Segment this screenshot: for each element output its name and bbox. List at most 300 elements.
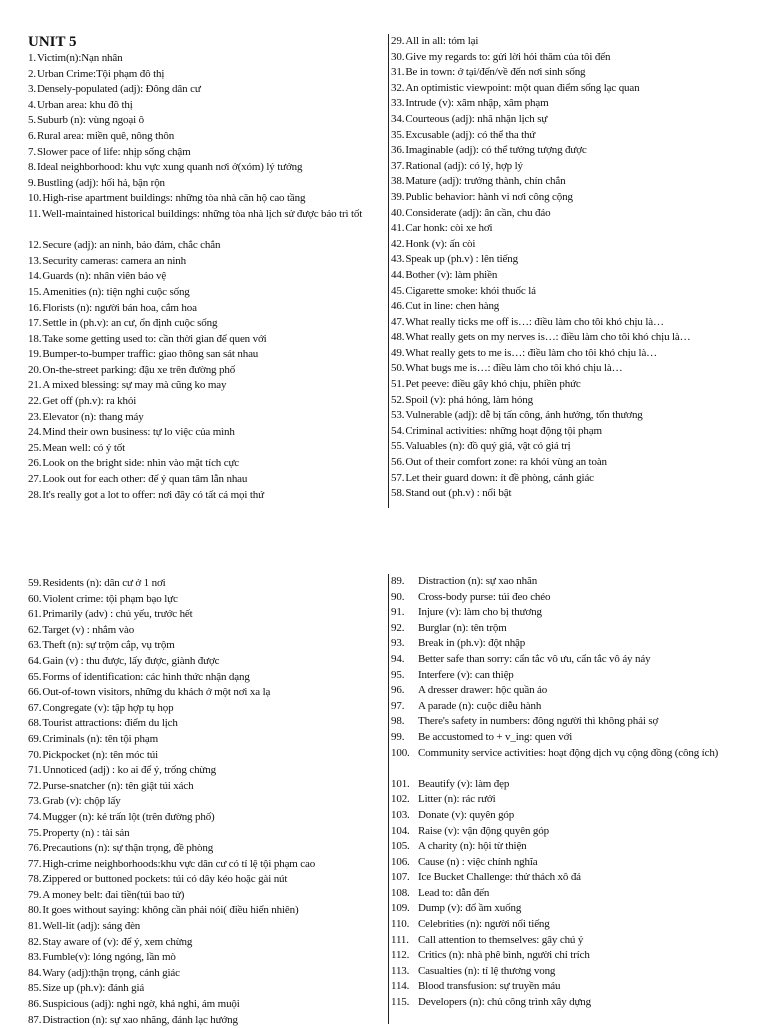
entry-number: 62. [28,623,42,636]
entry-number: 30. [391,50,405,63]
entry-number: 5. [28,114,36,127]
vocab-entry [28,301,388,317]
entry-text: Spoil (v): phá hỏng, làm hỏng [405,393,533,406]
entry-number: 34. [391,112,405,125]
vocab-entry [391,636,763,652]
entry-text: Litter (n): rác rưởi [418,793,496,806]
entry-number: 77. [28,857,42,870]
entry-text: Cause (n) : việc chính nghĩa [418,855,538,868]
vocab-entry [391,683,763,699]
entry-text: What really gets on my nerves is…: điều làm cho tôi khó chịu là… [405,331,691,344]
entry-number: 98. [391,715,405,728]
entry-text: Bother (v): làm phiền [405,268,498,281]
entry-text: Get off (ph.v): ra khỏi [42,395,137,408]
entry-text: Mature (adj): trưởng thành, chín chắn [405,175,566,188]
entry-number: 92. [391,621,405,634]
vocab-entry [391,808,763,824]
entry-text: A money belt: đai tiền(túi bao tử) [42,888,185,901]
entry-number: 4. [28,98,36,111]
vocab-entry [391,159,763,175]
vocab-entry [391,284,763,300]
entry-text: What bugs me is…: điều làm cho tôi khó chịu là… [405,362,623,375]
entry-number: 110. [391,918,410,931]
entry-number: 26. [28,457,42,470]
vocab-entry [28,410,388,426]
entry-text: Fumble(v): lóng ngóng, lần mò [42,951,176,964]
vocab-entry [391,979,763,995]
vocab-entry [28,238,388,254]
entry-text: Pet peeve: điều gây khó chịu, phiền phức [405,378,581,391]
entry-text: Blood transfusion: sự truyền máu [418,980,561,993]
entry-number: 55. [391,440,405,453]
entry-number: 68. [28,717,42,730]
entry-text: Secure (adj): an ninh, bảo đảm, chắc chắn [42,239,221,252]
entry-number: 69. [28,732,42,745]
entry-number: 28. [28,488,42,501]
entry-number: 12. [28,239,42,252]
vocab-entry [391,792,763,808]
entry-text: Security cameras: camera an ninh [42,254,186,267]
vocab-entry [391,128,763,144]
vocab-entry [28,592,388,608]
entry-text: Cross-body purse: túi đeo chéo [418,590,551,603]
entry-text: Ideal neighborhood: khu vực xung quanh nơi ở(xóm) lý tưởng [36,161,303,174]
vocab-entry [28,935,388,951]
vocab-entry [391,237,763,253]
entry-text: Purse-snatcher (n): tên giật túi xách [42,779,194,792]
entry-number: 53. [391,409,405,422]
vocab-entry [28,638,388,654]
entry-number: 96. [391,684,405,697]
entry-text: Tourist attractions: điểm du lịch [42,717,178,730]
entry-number: 51. [391,378,405,391]
vocab-entry [28,425,388,441]
entry-text: Mean well: có ý tốt [42,441,125,454]
vocab-entry [391,886,763,902]
top-left-column [28,34,388,503]
vocab-entry [391,330,763,346]
entry-number: 101. [391,777,410,790]
entry-number: 64. [28,654,42,667]
entry-text: Break in (ph.v): đột nhập [418,637,526,650]
entry-number: 38. [391,175,405,188]
entry-text: Valuables (n): đồ quý giá, vật có giá trị [405,440,571,453]
entry-number: 60. [28,592,42,605]
vocab-entry [391,486,763,502]
vocab-entry [391,471,763,487]
entry-text: Suspicious (adj): nghi ngờ, khả nghi, ám muội [42,998,240,1011]
entry-number: 89. [391,575,405,587]
entry-text: Honk (v): ấn còi [405,237,476,250]
entry-text: Casualties (n): tỉ lệ thương vong [418,964,556,977]
entry-number: 20. [28,363,42,376]
entry-number: 56. [391,456,405,469]
entry-text: Beautify (v): làm đẹp [418,777,510,790]
entry-number: 54. [391,424,405,437]
vocab-entry [28,82,388,98]
entry-text: Settle in (ph.v): an cư, ổn định cuộc sống [42,317,218,330]
vocab-entry [391,81,763,97]
vocab-entry [391,699,763,715]
entry-number: 70. [28,748,42,761]
entry-text: A charity (n): hội từ thiện [418,840,527,853]
entry-text: Vulnerable (adj): dễ bị tấn công, ảnh hưởng, tổn thương [405,409,643,422]
entry-number: 106. [391,855,410,868]
vocab-entry [28,176,388,192]
entry-text: Gain (v) : thu được, lấy được, giành được [42,654,220,667]
vocab-entry [28,810,388,826]
vocab-entry [28,794,388,810]
entry-number: 16. [28,301,42,314]
vocab-entry [391,777,763,793]
entry-number: 76. [28,842,42,855]
entry-number: 99. [391,730,405,743]
entry-text: Victim(n):Nạn nhân [36,52,123,64]
vocab-entry [28,1013,388,1028]
entry-number: 82. [28,935,42,948]
entry-number: 63. [28,639,42,652]
vocab-entry [28,145,388,161]
entry-number: 25. [28,441,42,454]
entry-number: 83. [28,951,42,964]
vocab-entry [391,361,763,377]
vocab-entry [28,685,388,701]
entry-text: Elevator (n): thang máy [42,410,144,423]
entry-text: Look on the bright side: nhìn vào mặt tích cực [42,457,240,470]
entry-number: 1. [28,52,36,64]
entry-text: It goes without saying: không cần phải nói( điều hiển nhiên) [42,904,299,917]
entry-text: Community service activities: hoạt động dịch vụ cộng đồng (công ích) [418,746,719,759]
entry-text: Injure (v): làm cho bị thương [418,606,542,619]
entry-number: 67. [28,701,42,714]
entry-text: Critics (n): nhà phê bình, người chỉ trích [418,949,590,962]
vocab-entry [28,113,388,129]
entry-number: 29. [391,35,405,47]
vocab-entry [28,269,388,285]
vocab-entry [28,67,388,83]
entry-number: 45. [391,284,405,297]
vocab-entry [391,408,763,424]
vocab-entry [391,870,763,886]
entry-text: Out of their comfort zone: ra khỏi vùng an toàn [405,456,607,469]
entry-text: Amenities (n): tiện nghi cuộc sống [42,285,190,298]
entry-text: Excusable (adj): có thể tha thứ [405,128,536,141]
entry-number: 102. [391,793,410,806]
entry-number: 9. [28,176,36,189]
entry-number: 85. [28,982,42,995]
entry-text: Call attention to themselves: gây chú ý [418,933,584,946]
vocab-entry [28,363,388,379]
entry-text: All in all: tóm lại [405,35,479,47]
vocab-entry [391,605,763,621]
vocab-entry [28,997,388,1013]
vocab-entry [28,576,388,592]
vocab-entry [28,332,388,348]
vocab-entry [28,160,388,176]
vocab-entry [391,824,763,840]
vocab-entry [28,903,388,919]
vocab-entry [391,377,763,393]
entry-number: 19. [28,348,42,361]
entry-number: 94. [391,652,405,665]
entry-number: 104. [391,824,410,837]
entry-text: Give my regards to: gửi lời hỏi thăm của tôi đến [405,50,611,63]
vocab-entry [391,714,763,730]
vocab-entry [391,174,763,190]
entry-number: 61. [28,608,42,621]
entry-text: Intrude (v): xâm nhập, xâm phạm [405,97,549,110]
entry-number: 24. [28,426,42,439]
page-bottom-section [0,574,768,1024]
entry-text: Distraction (n): sự xao nhãn [418,575,538,587]
vocab-list-89-115 [391,574,763,1011]
entry-number: 40. [391,206,405,219]
entry-text: Urban Crime:Tội phạm đô thị [36,67,165,80]
vocab-entry [391,424,763,440]
entry-number: 71. [28,764,42,777]
entry-number: 50. [391,362,405,375]
entry-text: Florists (n): người bán hoa, cắm hoa [42,301,197,314]
entry-text: Lead to: dẫn đến [418,886,490,899]
vocab-entry [391,393,763,409]
entry-text: What really ticks me off is…: điều làm cho tôi khó chịu là… [405,315,664,328]
entry-number: 72. [28,779,42,792]
entry-text: Mugger (n): kẻ trấn lột (trên đường phố) [42,810,215,823]
entry-text: Look out for each other: để ý quan tâm lẫn nhau [42,473,248,486]
entry-text: Property (n) : tài sản [42,826,130,839]
entry-number: 87. [28,1013,42,1026]
entry-number: 66. [28,686,42,699]
entry-number: 86. [28,998,42,1011]
vocab-entry [391,839,763,855]
vocab-entry [28,98,388,114]
vocab-entry [391,112,763,128]
entry-number: 112. [391,949,410,962]
entry-text: Out-of-town visitors, những du khách ở một nơi xa lạ [42,686,271,699]
entry-text: Courteous (adj): nhã nhặn lịch sự [405,112,548,125]
entry-text: Distraction (n): sự xao nhãng, đánh lạc hướng [42,1013,238,1026]
entry-text: Densely-populated (adj): Đông dân cư [36,83,201,96]
vocab-entry [391,917,763,933]
entry-text: Cigarette smoke: khói thuốc lá [405,284,536,297]
entry-number: 35. [391,128,405,141]
vocab-entry [28,488,388,504]
entry-number: 80. [28,904,42,917]
entry-text: A parade (n): cuộc diễu hành [418,699,542,712]
entry-number: 52. [391,393,405,406]
entry-text: A mixed blessing: sự may mà cũng ko may [42,379,227,392]
entry-number: 108. [391,886,410,899]
entry-number: 31. [391,66,405,79]
vocab-entry [28,472,388,488]
entry-text: Congregate (v): tập hợp tụ họp [42,701,174,714]
vocab-entry [28,378,388,394]
entry-text: Stand out (ph.v) : nổi bật [405,487,512,500]
vocab-entry [391,901,763,917]
entry-number: 46. [391,300,405,313]
vocab-entry [391,621,763,637]
vocab-entry [391,746,763,777]
entry-text: Guards (n): nhân viên bảo vệ [42,270,167,283]
entry-number: 42. [391,237,405,250]
vocab-entry [391,190,763,206]
entry-text: Speak up (ph.v) : lên tiếng [405,253,518,266]
entry-number: 95. [391,668,405,681]
vocab-entry [391,143,763,159]
entry-text: An optimistic viewpoint: một quan điểm sống lạc quan [405,81,640,94]
vocab-entry [391,96,763,112]
vocab-entry [391,855,763,871]
vocab-entry [28,441,388,457]
vocab-list-59-87 [28,576,388,1028]
entry-number: 17. [28,317,42,330]
vocab-entry [28,129,388,145]
top-right-column [388,34,763,508]
entry-number: 109. [391,902,410,915]
vocab-entry [28,316,388,332]
vocab-entry [28,254,388,270]
vocab-entry [391,730,763,746]
vocab-entry [28,207,388,238]
entry-number: 75. [28,826,42,839]
vocab-entry [28,716,388,732]
entry-text: Wary (adj):thận trọng, cảnh giác [42,966,180,979]
vocab-entry [28,732,388,748]
entry-text: Public behavior: hành vi nơi công cộng [405,190,573,203]
entry-text: Unnoticed (adj) : ko ai để ý, trống chừng [42,764,216,777]
vocab-entry [28,826,388,842]
entry-number: 97. [391,699,405,712]
vocab-entry [28,623,388,639]
entry-number: 3. [28,83,36,96]
entry-text: Better safe than sorry: cẩn tắc vô ưu, cẩn tắc vô áy náy [418,652,651,665]
entry-number: 43. [391,253,405,266]
entry-number: 39. [391,190,405,203]
entry-text: Suburb (n): vùng ngoại ô [36,114,144,127]
entry-text: Zippered or buttoned pockets: túi có dây kéo hoặc gài nút [42,873,288,886]
vocab-entry [391,221,763,237]
entry-number: 100. [391,746,410,759]
entry-number: 32. [391,81,405,94]
vocab-entry [391,995,763,1011]
entry-text: Well-maintained historical buildings: những tòa nhà lịch sử được bảo trì tốt [41,207,363,220]
entry-number: 6. [28,129,36,142]
vocab-entry [391,964,763,980]
entry-number: 33. [391,97,405,110]
vocab-list-1-28 [28,51,388,503]
vocab-entry [391,590,763,606]
vocab-entry [391,948,763,964]
entry-number: 81. [28,920,42,933]
entry-text: Car honk: còi xe hơi [405,222,493,235]
vocab-entry [28,888,388,904]
entry-text: Take some getting used to: cần thời gian để quen với [42,332,267,345]
entry-text: Grab (v): chộp lấy [42,795,121,808]
entry-number: 48. [391,331,405,344]
vocab-entry [391,574,763,590]
entry-text: Criminals (n): tên tội phạm [42,732,159,745]
entry-text: Be in town: ở tại/đến/về đến nơi sinh sống [405,66,586,79]
vocab-list-29-58 [391,34,763,502]
entry-number: 90. [391,590,405,603]
entry-number: 73. [28,795,42,808]
entry-text: Donate (v): quyên góp [418,808,515,821]
entry-number: 103. [391,808,410,821]
vocab-entry [391,206,763,222]
entry-text: Ice Bucket Challenge: thử thách xô đá [418,871,581,884]
entry-number: 115. [391,996,410,1009]
entry-text: Violent crime: tội phạm bạo lực [42,592,178,605]
entry-number: 22. [28,395,42,408]
entry-number: 78. [28,873,42,886]
entry-text: Target (v) : nhắm vào [42,623,135,636]
entry-number: 74. [28,810,42,823]
vocab-entry [28,919,388,935]
vocab-entry [28,779,388,795]
entry-text: Considerate (adj): ân cần, chu đáo [405,206,551,219]
vocab-entry [391,455,763,471]
entry-number: 44. [391,268,405,281]
entry-text: Let their guard down: ít đề phòng, cảnh giác [405,471,594,484]
vocab-entry [28,51,388,67]
entry-text: Cut in line: chen hàng [405,300,500,313]
vocab-entry [391,65,763,81]
entry-number: 15. [28,285,42,298]
entry-number: 14. [28,270,42,283]
entry-text: Well-lit (adj): sáng đèn [42,920,141,933]
entry-number: 10. [28,192,42,205]
entry-number: 23. [28,410,42,423]
entry-text: Rational (adj): có lý, hợp lý [405,159,523,172]
vocab-entry [28,654,388,670]
entry-text: Precautions (n): sự thận trọng, đề phòng [42,842,214,855]
entry-number: 47. [391,315,405,328]
entry-text: Bumper-to-bumper traffic: giao thông san sát nhau [42,348,259,361]
entry-text: Be accustomed to + v_ing: quen với [418,730,573,743]
entry-text: Theft (n): sự trộm cắp, vụ trộm [42,639,175,652]
bottom-right-column [388,574,763,1024]
vocab-entry [28,857,388,873]
entry-text: Residents (n): dân cư ở 1 nơi [42,577,166,589]
entry-text: Bustling (adj): hối hả, bận rộn [36,176,165,189]
entry-text: Imaginable (adj): có thể tưởng tượng được [405,144,587,157]
vocab-entry [28,841,388,857]
entry-text: Stay aware of (v): để ý, xem chừng [42,935,193,948]
entry-number: 2. [28,67,36,80]
entry-number: 11. [28,207,41,220]
entry-number: 113. [391,964,410,977]
entry-text: On-the-street parking: đậu xe trên đường phố [42,363,236,376]
entry-number: 37. [391,159,405,172]
vocab-entry [391,652,763,668]
vocab-entry [28,872,388,888]
entry-number: 13. [28,254,42,267]
vocab-entry [391,299,763,315]
vocab-entry [28,670,388,686]
entry-number: 49. [391,346,405,359]
entry-text: Urban area: khu đô thị [36,98,133,111]
vocab-entry [391,268,763,284]
entry-number: 8. [28,161,36,174]
entry-number: 91. [391,606,405,619]
entry-number: 65. [28,670,42,683]
vocab-entry [28,394,388,410]
entry-text: What really gets to me is…: điều làm cho tôi khó chịu là… [405,346,658,359]
entry-number: 41. [391,222,405,235]
vocab-entry [28,701,388,717]
vocab-entry [28,981,388,997]
vocab-entry [391,315,763,331]
